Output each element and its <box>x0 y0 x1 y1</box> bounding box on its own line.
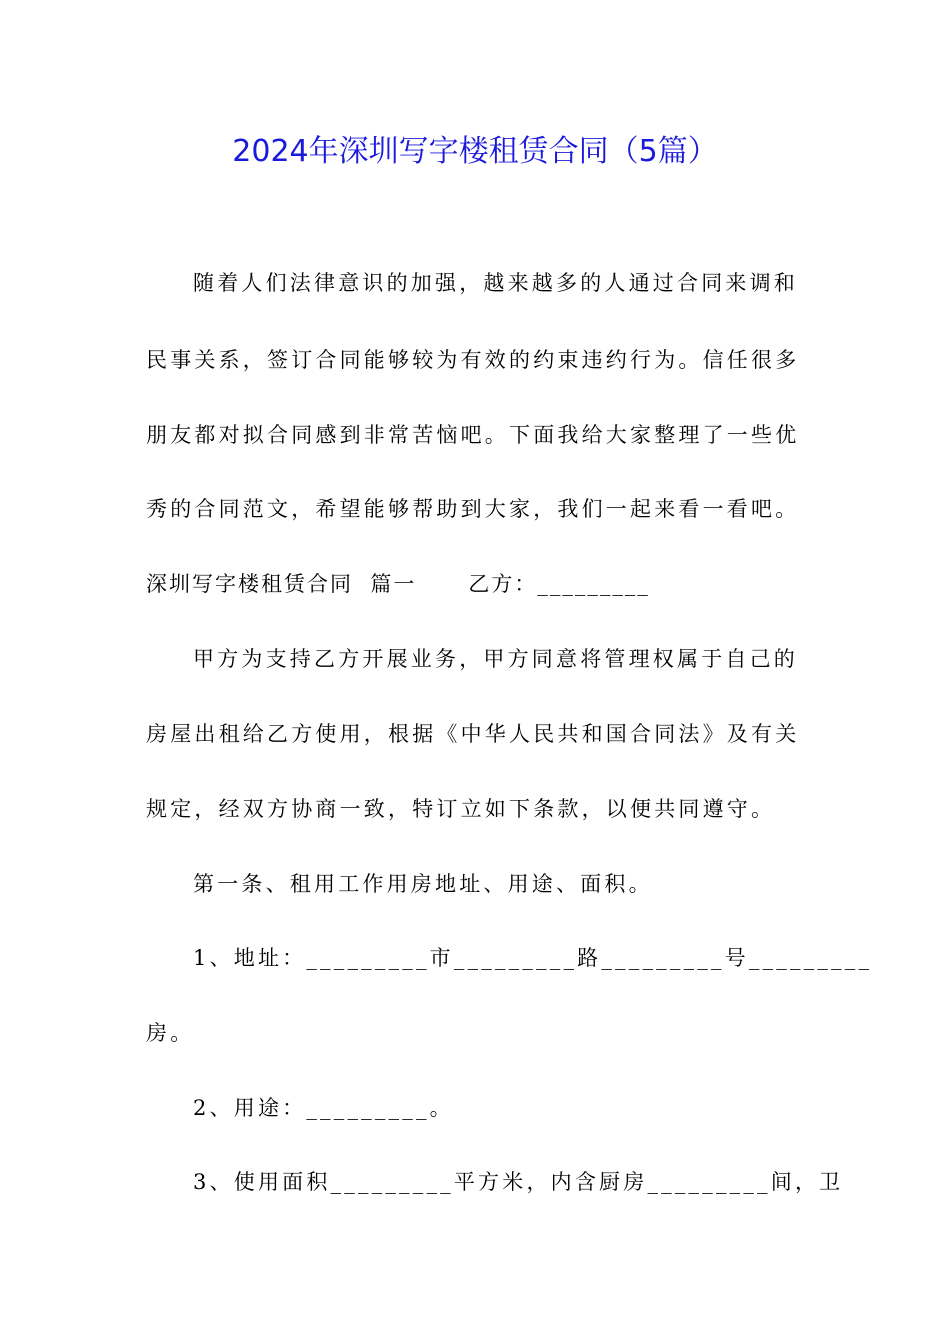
section-heading: 深圳写字楼租赁合同 篇一 乙方：_________ <box>146 572 650 596</box>
body-text-line: 秀的合同范文，希望能够帮助到大家，我们一起来看一看吧。 <box>146 497 800 521</box>
document-title: 2024年深圳写字楼租赁合同（5篇） <box>232 134 718 169</box>
clause-item-continued: 房。 <box>146 1021 195 1045</box>
clause-item: 1、地址：_________市_________路_________号_________ <box>193 946 873 970</box>
clause-item: 2、用途：_________。 <box>193 1096 454 1120</box>
clause-item: 3、使用面积_________平方米，内含厨房_________间，卫 <box>193 1170 844 1194</box>
body-text-line: 民事关系，签订合同能够较为有效的约束违约行为。信任很多 <box>146 348 800 372</box>
body-text-line: 随着人们法律意识的加强，越来越多的人通过合同来调和 <box>193 271 798 295</box>
body-text-line: 规定，经双方协商一致，特订立如下条款，以便共同遵守。 <box>146 797 776 821</box>
body-text-line: 甲方为支持乙方开展业务，甲方同意将管理权属于自己的 <box>193 647 798 671</box>
body-text-line: 朋友都对拟合同感到非常苦恼吧。下面我给大家整理了一些优 <box>146 423 800 447</box>
body-text-line: 房屋出租给乙方使用，根据《中华人民共和国合同法》及有关 <box>146 722 800 746</box>
clause-heading: 第一条、租用工作用房地址、用途、面积。 <box>193 872 653 896</box>
